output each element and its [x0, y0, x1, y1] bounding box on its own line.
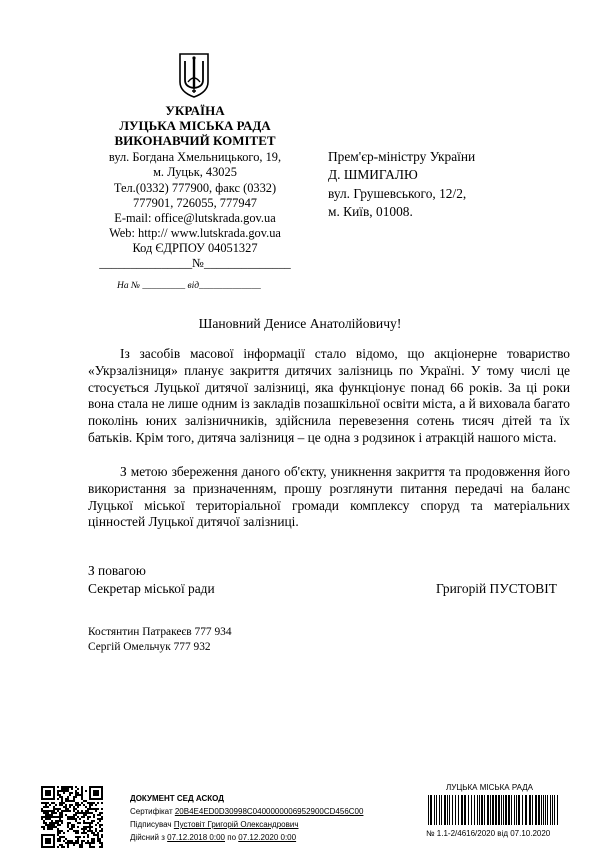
certificate-value: 20B4E4ED0D30998C0400000006952900CD456C00 [174, 807, 364, 816]
addressee-block [328, 148, 475, 222]
salutation: Шановний Денисе Анатолійовичу! [198, 316, 402, 331]
barcode-icon [428, 795, 560, 825]
email-line: E-mail: office@lutskrada.gov.ua [114, 211, 276, 225]
web-line: Web: http:// www.lutskrada.gov.ua [109, 226, 281, 240]
addressee-line-3: вул. Грушевського, 12/2, [328, 185, 467, 201]
stamp-signer [130, 818, 299, 831]
trident-icon [178, 52, 210, 98]
registration-number: № 1.1-2/4616/2020 від 07.10.2020 [426, 829, 551, 838]
valid-label: Дійсний з [130, 833, 165, 842]
paragraph-2: З метою збереження даного об'єкту, уникнення закриття та продовження його використання за призначенням, прошу розглянути питання передачі на баланс Луцької міської територіальної громади комплексу споруд та матеріальних цінностей Луцької дитячої залізниці. [88, 464, 570, 530]
valid-to-label: по [227, 833, 237, 842]
committee-name: ВИКОНАВЧИЙ КОМІТЕТ [114, 133, 276, 148]
address-line-1: вул. Богдана Хмельницького, 19, [108, 150, 282, 164]
executor-1: Костянтин Патракеєв 777 934 [88, 626, 232, 638]
signer-label: Підписувач [130, 820, 172, 829]
closing: З повагою [88, 563, 146, 578]
reference-line: На № _________ від_____________ [117, 281, 261, 291]
addressee-line-1: Прем'єр-міністру України [328, 149, 476, 164]
address-line-2: м. Луцьк, 43025 [153, 165, 237, 179]
phone-line-1: Тел.(0332) 777900, факс (0332) [113, 181, 277, 195]
addressee-line-2: Д. ШМИГАЛЮ [328, 167, 418, 183]
valid-from: 07.12.2018 0:00 [167, 833, 225, 842]
paragraph-1: Із засобів масової інформації стало відомо, що акціонерне товариство «Укрзалізниця» планує закриття дитячих залізниць по Україні. У тому числі це стосується Луцької дитячої залізниці, яка функціонує понад 66 років. За ці роки вона стала не лише одним із закладів позашкільної освіти міста, а й виховала багато поколінь юних залізничників, здійснила перевезення сотень тисяч дітей та їх батьків. Крім того, дитяча залізниця – це одна з родзинок і атракцій нашого міста. [88, 346, 570, 445]
phone-line-2: 777901, 726055, 777947 [133, 196, 257, 210]
edrpou-line: Код ЄДРПОУ 04051327 [132, 241, 258, 255]
qr-code-icon [41, 786, 103, 848]
signer-position: Секретар міської ради [88, 581, 215, 596]
stamp-validity [130, 831, 296, 844]
country-name: УКРАЇНА [165, 103, 225, 118]
valid-to: 07.12.2020 0:00 [238, 833, 297, 842]
number-line: _______________№______________ [99, 256, 291, 270]
stamp-org: ЛУЦЬКА МІСЬКА РАДА [446, 783, 534, 792]
stamp-title: ДОКУМЕНТ СЕД АСКОД [130, 794, 224, 803]
council-name: ЛУЦЬКА МІСЬКА РАДА [119, 118, 271, 133]
signer-value: Пустовіт Григорій Олександрович [173, 820, 299, 829]
certificate-label: Сертифікат [130, 807, 173, 816]
signer-name: Григорій ПУСТОВІТ [436, 581, 557, 596]
stamp-certificate [130, 805, 363, 818]
addressee-line-4: м. Київ, 01008. [328, 204, 413, 220]
executor-2: Сергій Омельчук 777 932 [88, 641, 211, 653]
